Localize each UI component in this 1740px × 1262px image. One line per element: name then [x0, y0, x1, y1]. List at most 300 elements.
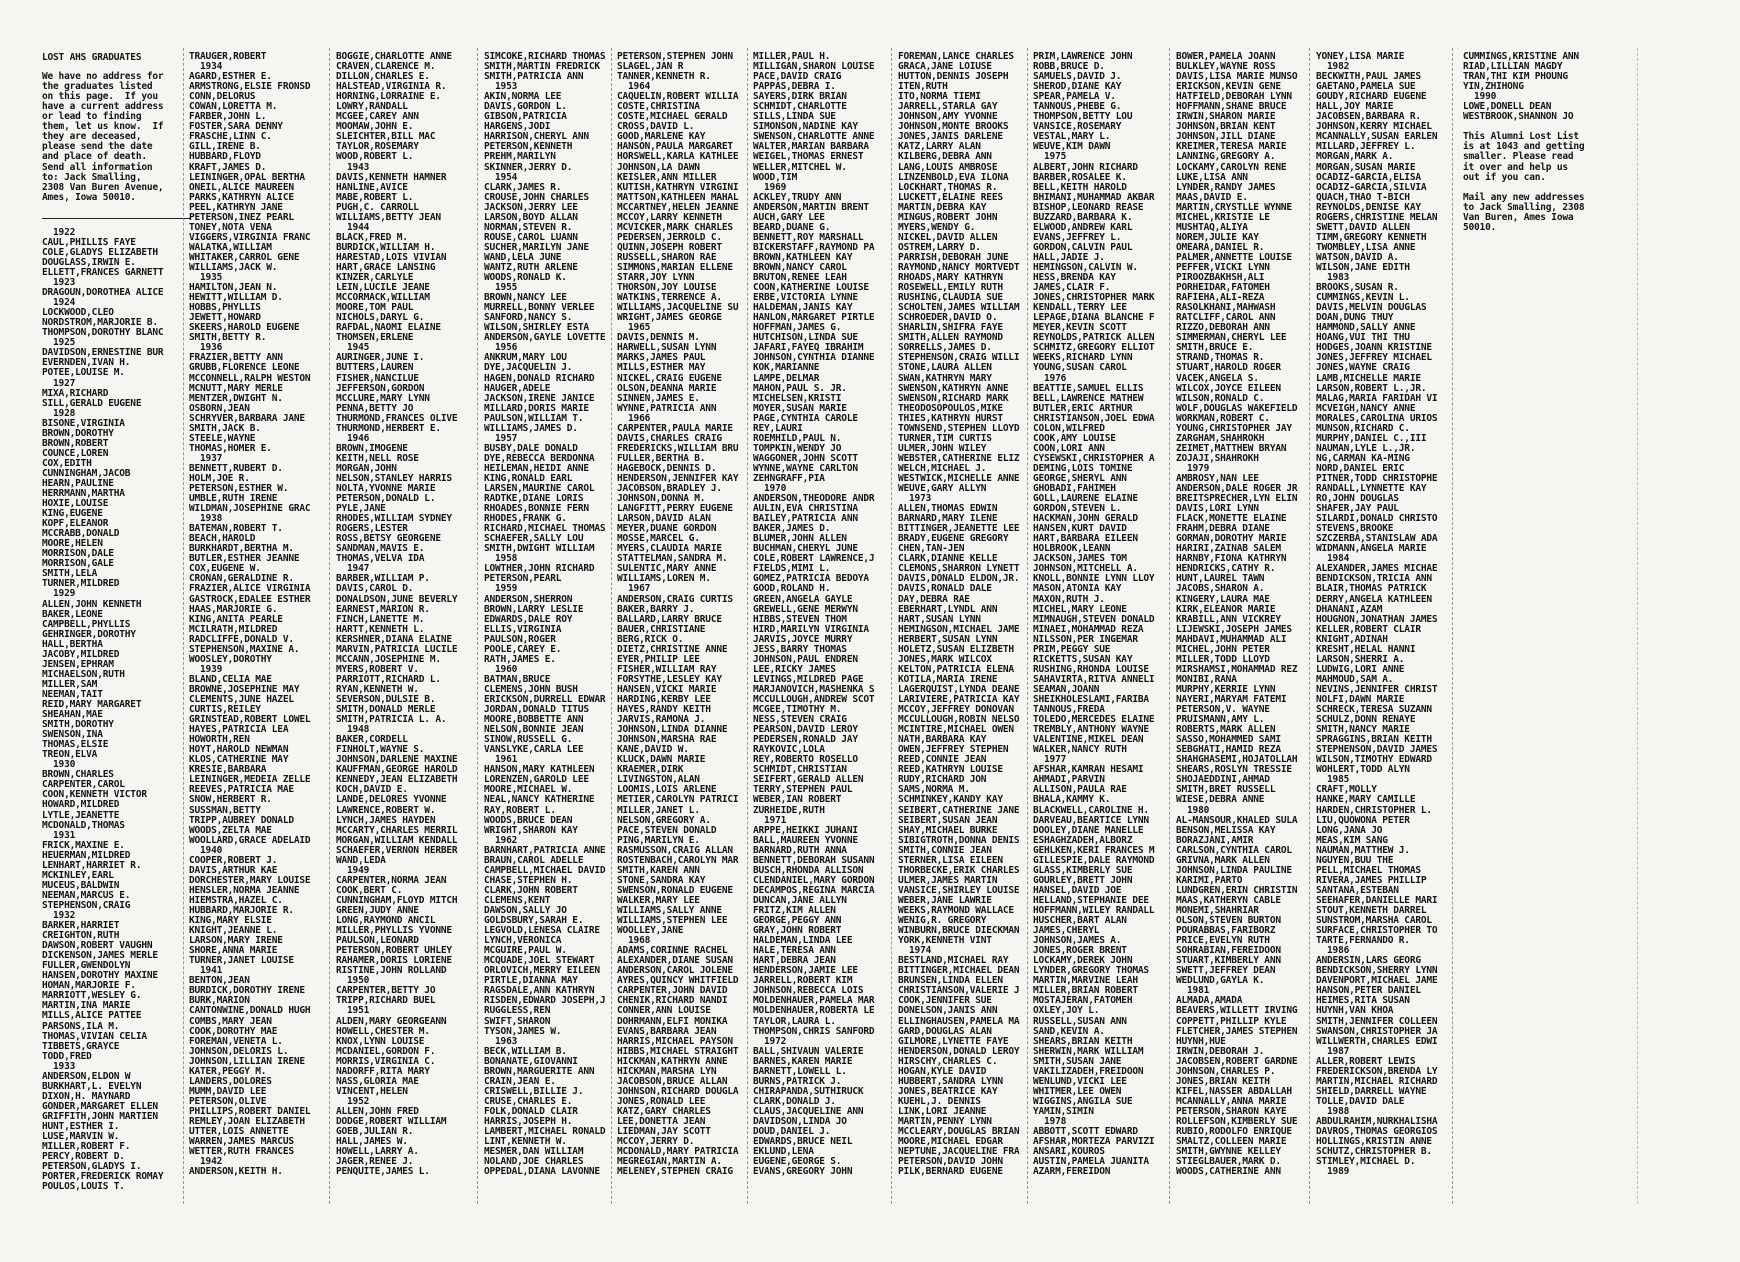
graduate-name: CARPENTER,PAULA MARIE: [617, 422, 733, 434]
graduate-name: HALDEMAN,LINDA LEE: [753, 935, 853, 947]
graduate-name: NEAL,NANCY KATHERINE: [484, 794, 595, 806]
graduate-name: TOMPKIN,WENDY JO: [753, 442, 842, 454]
graduate-name: HANSON,MARY KATHLEEN: [484, 764, 595, 776]
graduate-name: MEYER,KEVIN SCOTT: [1033, 322, 1127, 334]
graduate-name: TURNER,JANET LOUISE: [189, 955, 294, 967]
graduate-name: BRUNSEN,LINDA ELLEN: [898, 975, 1003, 987]
graduate-name: MABE,ROBERT L.: [336, 191, 414, 203]
graduate-name: SHEAHAN,MAE: [42, 709, 103, 721]
graduate-name: SIMMERMAN,CHERYL LEE: [1176, 332, 1287, 344]
column-1: [42, 52, 190, 1192]
graduate-name: MINGUS,ROBERT JOHN: [898, 211, 998, 223]
graduate-name: JONES,CHRISTOPHER MARK: [1033, 292, 1155, 304]
graduate-name: HOUGNON,JONATHAN JAMES: [1316, 613, 1438, 625]
graduate-name: JONES,ROGER BRENT: [1033, 945, 1127, 957]
graduate-name: HOANG,VUI THI THU: [1316, 332, 1410, 344]
graduate-name: LARIVIERE,PATRICIA KAY: [898, 694, 1020, 705]
graduate-name: HARDING,KERBY LEE: [617, 694, 711, 705]
graduate-name: OCADIZ-GARCIA,ELISA: [1316, 171, 1421, 183]
column-separator: [1637, 48, 1638, 1204]
graduate-name: CRONAN,GERALDINE R.: [189, 573, 294, 585]
graduate-name: NELSON,STANLEY HARRIS: [336, 472, 452, 484]
graduate-name: BITTINGER,JEANETTE LEE: [898, 523, 1020, 535]
column-10: [1316, 52, 1437, 1177]
graduate-name: FULLER,GWENDOLYN: [42, 960, 131, 972]
graduate-name: MCDANIEL,GORDON F.: [336, 1045, 436, 1057]
graduate-name: DAVIDSON,LINDA JO: [753, 1115, 847, 1127]
graduate-name: ROBB,BRUCE D.: [1033, 61, 1105, 73]
graduate-name: DILLON,CHARLES E.: [336, 71, 430, 83]
graduate-name: GOOD,ROLAND H.: [753, 583, 831, 595]
graduate-name: DIXON,H. MAYNARD: [42, 1090, 131, 1102]
graduate-name: JOHNSON,MITCHELL A.: [1033, 563, 1138, 575]
graduate-name: BAKER,LEONE: [42, 608, 103, 620]
graduate-name: GORMAN,DOROTHY MARIE: [1176, 533, 1287, 545]
graduate-name: BURDICK,DOROTHY IRENE: [189, 985, 305, 997]
graduate-name: DHANANI,AZAM: [1316, 603, 1383, 615]
year-heading: 1956: [484, 342, 518, 354]
graduate-name: DAVIS,GORDON L.: [484, 101, 567, 113]
graduate-name: BISHOP,LEONARD REASE: [1033, 201, 1144, 213]
graduate-name: GRIFFITH,JOHN MARTIEN: [42, 1110, 158, 1122]
graduate-name: PEEL,KATHRYN JANE: [189, 201, 283, 213]
graduate-name: JARRELL,STARLA GAY: [898, 101, 998, 113]
graduate-name: BROWN,ROBERT: [42, 437, 109, 449]
graduate-name: JONES,RONALD LEE: [617, 1095, 706, 1107]
graduate-name: MARTIN,PENNY LYNN: [898, 1115, 992, 1127]
graduate-name: MORGAN,JOHN: [336, 462, 397, 474]
graduate-name: BARNETT,LOWELL L.: [753, 1065, 847, 1077]
year-heading: 1974: [898, 945, 932, 957]
graduate-name: ANDERSON,CRAIG CURTIS: [617, 593, 733, 605]
graduate-name: to Jack Smalling, 2308: [1463, 201, 1585, 213]
graduate-name: MCCOY,JEFFREY DONOVAN: [898, 704, 1014, 716]
graduate-name: KOK,MARIANNE: [753, 362, 820, 374]
graduate-name: RIZZO,DEBORAH ANN: [1176, 322, 1270, 334]
graduate-name: HOLBROOK,LEANN: [1033, 543, 1111, 555]
graduate-name: DAVIS,MELVIN DOUGLAS: [1316, 302, 1427, 314]
graduate-name: HIBBS,STEVEN THOM: [753, 613, 847, 625]
graduate-name: EVANS,JEFFREY L.: [1033, 231, 1122, 243]
graduate-name: EDWARDS,DALE ROY: [484, 613, 573, 625]
graduate-name: COOK,JENNIFER SUE: [898, 995, 992, 1007]
graduate-name: LAMBERT,MICHAEL RONALD: [484, 1126, 606, 1138]
graduate-name: JACKSON,IRENE JANICE: [484, 392, 595, 404]
graduate-name: RISDEN,EDWARD JOSEPH,J: [484, 995, 606, 1007]
graduate-name: TRAUGER,ROBERT: [189, 51, 267, 62]
graduate-name: YIN,ZHIHONG: [1463, 81, 1524, 93]
graduate-name: HANSEN,DOROTHY MAXINE: [42, 970, 158, 982]
year-heading: 1986: [1316, 945, 1350, 957]
graduate-name: KING,EUGENE: [42, 508, 103, 520]
graduate-name: HAMMOND,SALLY ANNE: [1316, 322, 1416, 334]
graduate-name: LOCKWOOD,CLEO: [42, 307, 114, 319]
graduate-name: MILLARD,DORIS MARIE: [484, 402, 589, 414]
graduate-name: COX,EDITH: [42, 457, 92, 469]
graduate-name: KING,MARY ELSIE: [189, 915, 272, 927]
graduate-name: WOOSLEY,DOROTHY: [189, 653, 272, 665]
graduate-name: BENNETT,RUBERT D.: [189, 462, 283, 474]
graduate-name: ARPPE,HEIKKI JUHANI: [753, 824, 858, 836]
graduate-name: SUCHER,MARILYN JANE: [484, 241, 589, 253]
graduate-name: RUGGLESS,REN: [484, 1005, 551, 1017]
graduate-name: ABDULRAHIM,NURKHALISHA: [1316, 1115, 1438, 1127]
graduate-name: HEUERMAN,MILDRED: [42, 849, 131, 861]
graduate-name: DAVIS,LISA MARIE MUNSO: [1176, 71, 1298, 83]
graduate-name: BLACK,FRED M.: [336, 231, 408, 243]
graduate-name: RAYMOND,NANCY MORTVEDT: [898, 261, 1020, 273]
graduate-name: ERICKSON,DURRELL EDWAR: [484, 694, 606, 705]
graduate-name: DOUD,DANIEL J.: [753, 1126, 831, 1138]
graduate-name: STEVENS,BROOKE: [1316, 523, 1394, 535]
year-heading: 1927: [42, 377, 76, 389]
graduate-name: CRISWELL,BILLIE J.: [484, 1085, 584, 1097]
graduate-name: KIFEL,NASSER ABDALLAH: [1176, 1085, 1292, 1097]
graduate-name: ALLEN,JOHN FRED: [336, 1105, 419, 1117]
graduate-name: BOWER,PAMELA JOANN: [1176, 51, 1276, 62]
graduate-name: BUSCH,RHONDA ALLISON: [753, 864, 864, 876]
graduate-name: CLEMENS,KENT: [484, 894, 551, 906]
year-heading: 1988: [1316, 1105, 1350, 1117]
graduate-name: WALKER,MARY LEE: [617, 894, 700, 906]
graduate-name: REED,KATHRYN LOUISE: [898, 764, 1003, 776]
graduate-name: ZEHNGRAFF,PIA: [753, 472, 825, 484]
graduate-name: HANSON,PETER DANIEL: [1316, 985, 1421, 997]
graduate-name: SHEROD,DIANE KAY: [1033, 81, 1122, 93]
graduate-name: ZARGHAM,SHAHROKH: [1176, 432, 1265, 444]
graduate-name: ANDERSON,GAYLE LOVETTE: [484, 332, 606, 344]
graduate-name: MARJANOVICH,MASHENKA S: [753, 683, 875, 695]
graduate-name: PREHM,MARILYN: [484, 151, 556, 163]
graduate-name: them, let us know. If: [42, 121, 164, 133]
graduate-name: HALDEMAN,JANIS KAY: [753, 302, 853, 314]
column-11: [1463, 52, 1584, 233]
graduate-name: RICKETTS,SUSAN KAY: [1033, 653, 1133, 665]
graduate-name: LEVINGS,MILDRED PAGE: [753, 673, 864, 685]
graduate-name: JACKSON,JERRY LEE: [484, 201, 578, 213]
graduate-name: ALLEN,THOMAS EDWIN: [898, 503, 998, 515]
graduate-name: BLAIR,THOMAS PATRICK: [1316, 583, 1427, 595]
graduate-name: HARRISON,CHERYL ANN: [484, 131, 589, 143]
graduate-name: COON,KENNETH VICTOR: [42, 789, 147, 801]
column-separator: [477, 48, 478, 1204]
graduate-name: NOREM,JULIE KAY: [1176, 231, 1259, 243]
graduate-name: SWETT,JEFFREY DEAN: [1176, 965, 1276, 977]
graduate-name: FRASCHE,LINN C.: [189, 131, 272, 143]
year-heading: 1946: [336, 432, 370, 444]
graduate-name: MOYER,SUSAN MARIE: [753, 402, 847, 414]
graduate-name: MAAS,DAVID E.: [1176, 191, 1248, 203]
graduate-name: STRAND,THOMAS R.: [1176, 352, 1265, 364]
graduate-name: KRABILL,ANN VICKREY: [1176, 613, 1281, 625]
graduate-name: LENHART,HARRIET R.: [42, 859, 142, 871]
graduate-name: AUSTIN,PAMELA JUANITA: [1033, 1156, 1149, 1168]
graduate-name: RHODES,FRANK G.: [484, 513, 567, 525]
graduate-name: MCCLEARY,DOUGLAS BRIAN: [898, 1126, 1020, 1138]
graduate-name: ACKLEY,TRUDY ANN: [753, 191, 842, 203]
graduate-name: VALENTINE,MIKEL DEAN: [1033, 734, 1144, 746]
year-heading: 1925: [42, 337, 76, 349]
graduate-name: CHRISTIANSON,JOEL EDWA: [1033, 412, 1155, 424]
graduate-name: REYNOLDS,DENISE KAY: [1316, 201, 1421, 213]
graduate-name: KELLER,ROBERT CLAIR: [1316, 623, 1421, 635]
graduate-name: MORRIS,VIRGINIA C.: [336, 1055, 436, 1067]
graduate-name: STATTELMAN,SANDRA M.: [617, 553, 728, 565]
graduate-name: MOORE,MICHAEL EDGAR: [898, 1136, 1003, 1148]
graduate-name: RICHARD,MICHAEL THOMAS: [484, 523, 606, 535]
graduate-name: BREITSPRECHER,LYN ELIN: [1176, 493, 1298, 505]
graduate-name: smaller. Please read: [1463, 151, 1574, 163]
graduate-name: COSTE,CHRISTINA: [617, 101, 700, 113]
graduate-name: PHILLIPS,ROBERT DANIEL: [189, 1105, 311, 1117]
graduate-name: KRESHT,HELAL HANNI: [1316, 643, 1416, 655]
graduate-name: WOODS,CATHERINE ANN: [1176, 1166, 1281, 1178]
graduate-name: BHIMANI,MUHAMMAD AKBAR: [1033, 191, 1155, 203]
graduate-name: HIBBS,MICHAEL STRAIGHT: [617, 1045, 739, 1057]
graduate-name: POULOS,LOUIS T.: [42, 1181, 125, 1193]
graduate-name: JACOBSON,BRADLEY J.: [617, 483, 722, 495]
graduate-name: ROLLEFSON,KIMBERLY SUE: [1176, 1115, 1298, 1127]
graduate-name: MCCOY,JERRY D.: [617, 1136, 695, 1148]
year-heading: 1980: [1176, 804, 1210, 816]
graduate-name: TONEY,NOTA VENA: [189, 221, 272, 233]
graduate-name: WOODS,BRUCE DEAN: [484, 814, 573, 826]
graduate-name: ROBERTS,MARK ALLEN: [1176, 724, 1276, 736]
graduate-name: SULENTIC,MARY ANNE: [617, 563, 717, 575]
graduate-name: KRAFT,JAMES D.: [189, 161, 267, 173]
graduate-name: WILLIAMS,SALLY ANNE: [617, 904, 722, 916]
graduate-name: PRUISMANN,AMY L.: [1176, 714, 1265, 726]
graduate-name: KANE,DAVID W.: [617, 744, 689, 756]
graduate-name: SUSSMAN,BETTY: [189, 804, 261, 816]
graduate-name: KENNEDY,JEAN ELIZABETH: [336, 774, 458, 786]
graduate-name: WRIGHT,JAMES GEORGE: [617, 312, 722, 324]
graduate-name: RAFDAL,NAOMI ELAINE: [336, 322, 441, 334]
graduate-name: ERBE,VICTORIA LYNNE: [753, 292, 858, 304]
graduate-name: TANNER,KENNETH R.: [617, 71, 711, 83]
year-heading: 1958: [484, 553, 518, 565]
graduate-name: NOLAND,JOE CHARLES: [484, 1156, 584, 1168]
graduate-name: STERNER,LISA EILEEN: [898, 854, 1003, 866]
graduate-name: SCHOLTEN,JAMES WILLIAM: [898, 302, 1020, 314]
graduate-name: NEPTUNE,JACQUELINE FRA: [898, 1146, 1020, 1158]
year-heading: 1970: [753, 483, 787, 495]
graduate-name: MIMNAUGH,STEVEN DONALD: [1033, 613, 1155, 625]
graduate-name: AKIN,NORMA LEE: [484, 91, 562, 103]
graduate-name: BRADY,EUGENE GREGORY: [898, 533, 1009, 545]
graduate-name: MOOMAW,JOHN E.: [336, 121, 414, 133]
graduate-name: SMITH,BRUCE E.: [1176, 342, 1254, 354]
graduate-name: BAILEY,PATRICIA ANN: [753, 513, 858, 525]
graduate-name: RADTKE,DIANE LORIS: [484, 493, 584, 505]
graduate-name: DYE,REBECCA BERDONNA: [484, 452, 595, 464]
graduate-name: JESS,BARRY THOMAS: [753, 643, 847, 655]
graduate-name: COON,KATHERINE LOUISE: [753, 282, 869, 294]
graduate-name: KING,ANITA PEARLE: [189, 613, 283, 625]
year-heading: 1955: [484, 282, 518, 294]
graduate-name: JOHNSON,LILLIAN IRENE: [189, 1055, 305, 1067]
graduate-name: NG,CARMAN KA-MING: [1316, 452, 1410, 464]
graduate-name: NOLTA,YVONNE MARIE: [336, 483, 436, 495]
graduate-name: JOHNSON,MONTE BROOKS: [898, 121, 1009, 133]
graduate-name: SMITH,LELA: [42, 568, 98, 580]
graduate-name: MCCULLOUGH,ANDREW SCOT: [753, 694, 875, 705]
column-8: [1033, 52, 1154, 1177]
graduate-name: BARNES,KAREN MARIE: [753, 1055, 853, 1067]
graduate-name: HOFFMANN,WILEY RANDALL: [1033, 904, 1155, 916]
graduate-name: DAVROS,THOMAS GEORGIOS: [1316, 1126, 1438, 1138]
graduate-name: WIESE,DEBRA ANNE: [1176, 794, 1265, 806]
graduate-name: BROWN,DOROTHY: [42, 427, 114, 439]
graduate-name: GORDON,STEVEN L.: [1033, 503, 1122, 515]
graduate-name: LOWTHER,JOHN RICHARD: [484, 563, 595, 575]
graduate-name: HALL,JADIE J.: [1033, 251, 1105, 263]
year-heading: 1931: [42, 829, 76, 841]
graduate-name: SHAHGHASEMI,HOJATOLLAH: [1176, 754, 1298, 766]
graduate-name: STOUT,KENNETH DARREL: [1316, 904, 1427, 916]
graduate-name: MILLS,ALICE PATTEE: [42, 1010, 142, 1022]
graduate-name: WOOD,ROBERT L.: [336, 151, 414, 163]
graduate-name: PETERSON,ESTHER W.: [189, 483, 289, 495]
graduate-name: GRAY,JOHN ROBERT: [753, 925, 842, 937]
graduate-name: FLETCHER,JAMES STEPHEN: [1176, 1025, 1298, 1037]
graduate-name: PORHEIDAR,FATOMEH: [1176, 282, 1270, 294]
graduate-name: WAND,LEDA: [336, 854, 386, 866]
graduate-name: HARGENS,JODI: [484, 121, 551, 133]
graduate-name: HUYNH,VAN KHOA: [1316, 1005, 1394, 1017]
graduate-name: EVANS,BARBARA JEAN: [617, 1025, 717, 1037]
graduate-name: ANDERSON,MARTIN BRENT: [753, 201, 869, 213]
graduate-name: POOLE,CAREY E.: [484, 643, 562, 655]
graduate-name: MORGAN,MARK A.: [1316, 151, 1394, 163]
graduate-name: MILLER,TODD LLOYD: [1176, 653, 1270, 665]
graduate-name: SAHAVIRTA,RITVA ANNELI: [1033, 673, 1155, 685]
graduate-name: QUACH,THAO T-BICH: [1316, 191, 1410, 203]
graduate-name: CARLSON,CYNTHIA CAROL: [1176, 844, 1292, 856]
graduate-name: VANSICE,ROSEMARY: [1033, 121, 1122, 133]
graduate-name: EKLUND,LENA: [753, 1146, 814, 1158]
graduate-name: CLEMONS,SHARRON LYNETT: [898, 563, 1020, 575]
graduate-name: MEGREGIAN,MARTIN A.: [617, 1156, 722, 1168]
graduate-name: Mail any new addresses: [1463, 191, 1585, 203]
graduate-name: JOHNSON,JAMES A.: [1033, 935, 1122, 947]
graduate-name: MATTSON,KATHLEEN MAHAL: [617, 191, 739, 203]
graduate-name: HENSLER,NORMA JEANNE: [189, 884, 300, 896]
graduate-name: KIRK,ELEANOR MARIE: [1176, 603, 1276, 615]
graduate-name: NILSSON,PER INGEMAR: [1033, 633, 1138, 645]
graduate-name: VAKILIZADEH,FREIDOON: [1033, 1065, 1144, 1077]
graduate-name: ROSS,BETSY GEORGENE: [336, 533, 441, 545]
graduate-name: WILSON,JANE EDITH: [1316, 261, 1410, 273]
graduate-name: HOYT,HAROLD NEWMAN: [189, 744, 289, 756]
graduate-name: SZCZERBA,STANISLAW ADA: [1316, 533, 1438, 545]
graduate-name: MCILRATH,MILDRED: [189, 623, 278, 635]
graduate-name: WEIGEL,THOMAS ERNEST: [753, 151, 864, 163]
year-heading: 1929: [42, 588, 76, 600]
graduate-name: LAWRENCE,ROBERT W.: [336, 804, 436, 816]
graduate-name: NGUYEN,BUU THE: [1316, 854, 1394, 866]
graduate-name: RAHAMER,DORIS LORIENE: [336, 955, 452, 967]
graduate-name: RISTINE,JOHN ROLLAND: [336, 965, 447, 977]
graduate-name: BROWNE,JOSEPHINE MAY: [189, 683, 300, 695]
graduate-name: CRAVEN,CLARENCE M.: [336, 61, 436, 73]
graduate-name: SILARDI,DONALD CHRISTO: [1316, 513, 1438, 525]
graduate-name: COOK,DOROTHY MAE: [189, 1025, 278, 1037]
column-5: [617, 52, 738, 1177]
graduate-name: BURK,MARION: [189, 995, 250, 1007]
graduate-name: WELLER,MITCHEL W.: [753, 161, 847, 173]
graduate-name: NICKEL,CRAIG EUGENE: [617, 372, 722, 384]
graduate-name: PARRISH,DEBORAH JUNE: [898, 251, 1009, 263]
graduate-name: HODGES,JOANN KRISTINE: [1316, 342, 1432, 354]
graduate-name: NESS,STEVEN CRAIG: [753, 714, 847, 726]
graduate-name: LEPAGE,DIANA BLANCHE F: [1033, 312, 1155, 324]
graduate-name: JACOBSEN,ROBERT GARDNE: [1176, 1055, 1298, 1067]
graduate-name: HOWARD,MILDRED: [42, 799, 120, 811]
column-separator: [1309, 48, 1310, 1204]
graduate-name: BENDICKSON,TRICIA ANN: [1316, 573, 1432, 585]
graduate-name: BARKER,HARRIET: [42, 920, 120, 932]
graduate-name: NICHOLS,DARYL G.: [336, 312, 425, 324]
graduate-name: LAMPE,DELMAR: [753, 372, 820, 384]
graduate-name: WOLF,DOUGLAS WAKEFIELD: [1176, 402, 1298, 414]
graduate-name: WEEKS,RAYMOND WALLACE: [898, 904, 1014, 916]
year-heading: 1985: [1316, 774, 1350, 786]
column-separator: [329, 48, 330, 1204]
graduate-name: MUMM,DAVID LEE: [189, 1085, 267, 1097]
graduate-name: BEATTIE,SAMUEL ELLIS: [1033, 382, 1144, 394]
graduate-name: KLUCK,DAWN MARIE: [617, 754, 706, 766]
column-separator: [1452, 48, 1453, 1204]
graduate-name: FINCH,LANETTE M.: [336, 613, 425, 625]
graduate-name: TOWNSEND,STEPHEN LLOYD: [898, 422, 1020, 434]
graduate-name: BROWN,KATHLEEN KAY: [753, 251, 853, 263]
graduate-name: VINCENT,HELEN: [336, 1085, 408, 1097]
year-heading: 1984: [1316, 553, 1350, 565]
graduate-name: ONEIL,ALICE MAUREEN: [189, 181, 294, 193]
year-heading: 1979: [1176, 462, 1210, 474]
graduate-name: THOMAS,HOMER E.: [189, 442, 272, 454]
graduate-name: REEVES,PATRICIA MAE: [189, 784, 294, 796]
graduate-name: ELLINGHAUSEN,PAMELA MA: [898, 1015, 1020, 1027]
graduate-name: HIRSCHY,CHARLES C.: [898, 1055, 998, 1067]
graduate-name: WILSON,TIMOTHY EDWARD: [1316, 754, 1432, 766]
graduate-name: FOREMAN,VENETA L.: [189, 1035, 283, 1047]
graduate-name: LORENZEN,GAROLD LEE: [484, 774, 589, 786]
graduate-name: BURKHART,L. EVELYN: [42, 1080, 142, 1092]
graduate-name: UTTER,LOIS ANNETTE: [189, 1126, 289, 1138]
graduate-name: DAY,DEBRA RAE: [898, 593, 970, 605]
graduate-name: SILL,GERALD EUGENE: [42, 397, 142, 409]
graduate-name: WALATKA,WILLIAM: [189, 241, 272, 253]
year-heading: 1945: [336, 342, 370, 354]
graduate-name: the graduates listed: [42, 81, 153, 93]
graduate-name: BEACH,HAROLD: [189, 533, 256, 545]
graduate-name: YORK,KENNETH VINT: [898, 935, 992, 947]
graduate-name: CHENIK,RICHARD NANDI: [617, 995, 728, 1007]
graduate-name: JEWETT,HOWARD: [189, 312, 261, 324]
graduate-name: MCCLURE,MARY LYNN: [336, 392, 430, 404]
graduate-name: HART,BARBARA EILEEN: [1033, 533, 1138, 545]
graduate-name: SCHAEFER,VERNON HERBER: [336, 844, 458, 856]
graduate-name: BARNARD,RUTH ANNA: [753, 844, 847, 856]
graduate-name: MICHAELSON,RUTH: [42, 668, 125, 680]
graduate-name: SLAGEL,JAN R: [617, 61, 684, 73]
graduate-name: LARSON,DAVID ALAN: [617, 513, 711, 525]
graduate-name: ROUSE,CAROL LUANN: [484, 231, 578, 243]
graduate-name: PIROOZBAKHSH,ALI: [1176, 272, 1265, 284]
graduate-name: GREEN,ANGELA GAYLE: [753, 593, 853, 605]
